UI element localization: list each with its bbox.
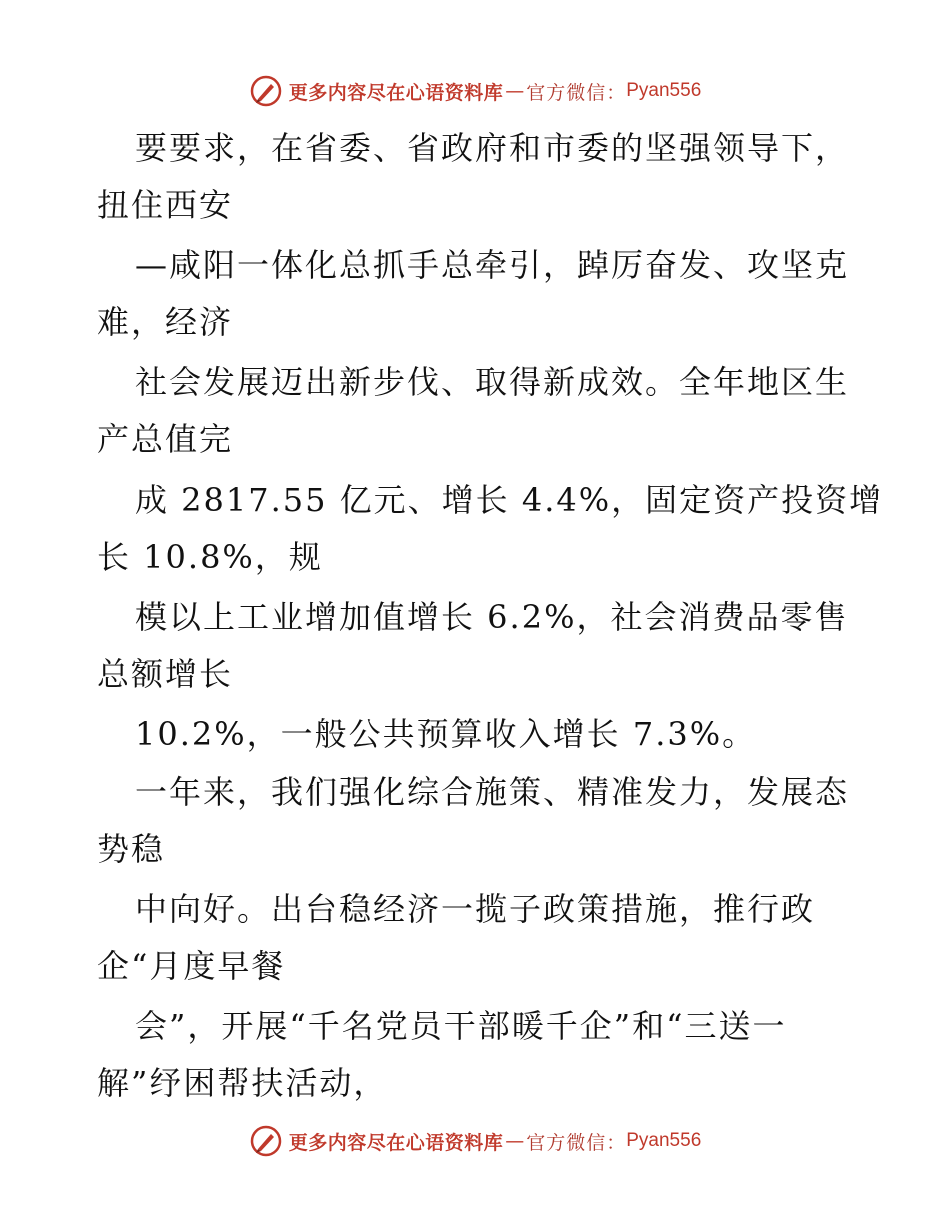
watermark-dash: — <box>505 1130 525 1152</box>
watermark-wechat-id: Pyan556 <box>626 1130 702 1151</box>
text-line: 总额增长 <box>97 655 234 693</box>
text-line: 模以上工业增加值增长 6.2%，社会消费品零售 <box>135 598 849 636</box>
pen-logo-icon <box>249 74 283 108</box>
text-line: 会”，开展“千名党员干部暖千企”和“三送一 <box>135 1007 787 1045</box>
text-line: 解”纾困帮扶活动， <box>97 1064 388 1102</box>
watermark-sub-text: 官方微信： <box>526 1131 627 1154</box>
text-line: 产总值完 <box>97 420 234 458</box>
text-line: 扭住西安 <box>97 186 234 224</box>
text-line: 一年来，我们强化综合施策、精准发力，发展态 <box>135 773 850 811</box>
text-line: 成 2817.55 亿元、增长 4.4%，固定资产投资增 <box>135 481 884 519</box>
text-line: 社会发展迈出新步伐、取得新成效。全年地区生 <box>135 363 850 401</box>
watermark-main-text: 更多内容尽在心语资料库 <box>288 1131 504 1154</box>
text-line: 要要求，在省委、省政府和市委的坚强领导下， <box>135 129 850 167</box>
watermark-dash: — <box>505 80 525 102</box>
text-line: 难，经济 <box>97 303 234 341</box>
text-line: 中向好。出台稳经济一揽子政策措施，推行政 <box>135 890 816 928</box>
text-line: 企“月度早餐 <box>97 947 286 985</box>
watermark-wechat-id: Pyan556 <box>626 80 702 101</box>
text-line: 势稳 <box>97 830 166 868</box>
watermark-sub-text: 官方微信： <box>526 81 627 104</box>
text-line: 10.2%，一般公共预算收入增长 7.3%。 <box>135 715 757 753</box>
header-watermark <box>0 74 950 108</box>
pen-logo-icon <box>249 1124 283 1158</box>
text-line: 长 10.8%，规 <box>97 538 323 576</box>
footer-watermark <box>0 1124 950 1158</box>
text-line: —咸阳一体化总抓手总牵引，踔厉奋发、攻坚克 <box>135 246 850 284</box>
watermark-main-text: 更多内容尽在心语资料库 <box>288 81 504 104</box>
